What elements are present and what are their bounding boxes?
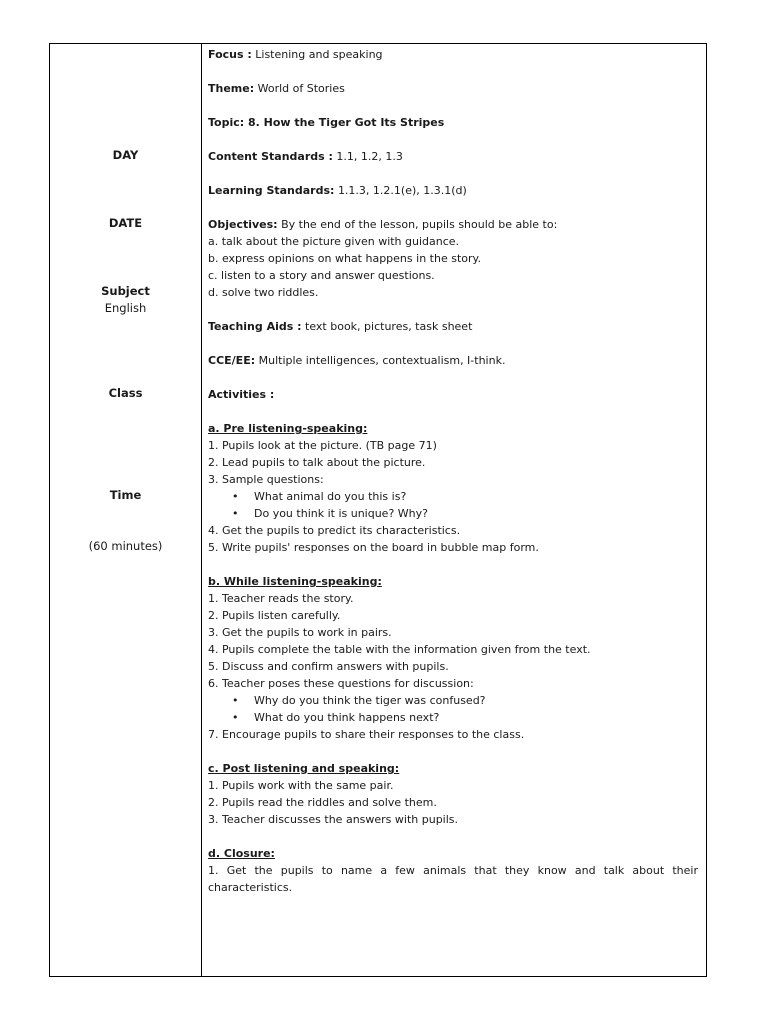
content-standards-line: Content Standards : 1.1, 1.2, 1.3 — [208, 150, 403, 163]
objective-item: b. express opinions on what happens in the story. — [208, 252, 481, 265]
learning-standards-line: Learning Standards: 1.1.3, 1.2.1(e), 1.3.1(d) — [208, 184, 467, 197]
class-label: Class — [108, 386, 143, 400]
topic-line: Topic: 8. How the Tiger Got Its Stripes — [208, 116, 445, 129]
closure-text: 1. Get the pupils to name a few animals that they know and talk about their characteristics. — [208, 864, 698, 894]
objectives-line: Objectives: By the end of the lesson, pupils should be able to: — [208, 218, 558, 231]
cce-line: CCE/EE: Multiple intelligences, contextualism, I-think. — [208, 354, 506, 367]
while-bullet: • Why do you think the tiger was confused? — [232, 694, 486, 707]
subject-value: English — [104, 301, 147, 315]
time-label: Time — [109, 488, 142, 502]
time-value: (60 minutes) — [88, 539, 163, 553]
date-label: DATE — [108, 216, 143, 230]
activities-heading: Activities : — [208, 388, 275, 401]
bullet-icon: • — [232, 507, 239, 520]
bullet-icon: • — [232, 711, 239, 724]
pre-listening-heading: a. Pre listening-speaking: — [208, 422, 368, 435]
objective-item: c. listen to a story and answer questions. — [208, 269, 435, 282]
pre-step: 2. Lead pupils to talk about the picture. — [208, 456, 426, 469]
while-listening-heading: b. While listening-speaking: — [208, 575, 382, 588]
theme-line: Theme: World of Stories — [208, 82, 345, 95]
right-column — [208, 46, 698, 896]
teaching-aids-line: Teaching Aids : text book, pictures, task sheet — [208, 320, 473, 333]
while-step: 7. Encourage pupils to share their responses to the class. — [208, 728, 525, 741]
while-step: 5. Discuss and confirm answers with pupils. — [208, 660, 449, 673]
subject-label: Subject — [101, 284, 150, 298]
closure-heading: d. Closure: — [208, 847, 275, 860]
pre-step: 3. Sample questions: — [208, 473, 324, 486]
post-step: 3. Teacher discusses the answers with pupils. — [208, 813, 459, 826]
focus-line: Focus : Listening and speaking — [208, 48, 383, 61]
objective-item: a. talk about the picture given with guidance. — [208, 235, 460, 248]
while-step: 2. Pupils listen carefully. — [208, 609, 341, 622]
post-step: 1. Pupils work with the same pair. — [208, 779, 394, 792]
pre-bullet: • What animal do you this is? — [232, 490, 407, 503]
while-step: 6. Teacher poses these questions for discussion: — [208, 677, 474, 690]
pre-step: 4. Get the pupils to predict its characteristics. — [208, 524, 461, 537]
while-step: 4. Pupils complete the table with the information given from the text. — [208, 643, 591, 656]
while-step: 1. Teacher reads the story. — [208, 592, 354, 605]
objective-item: d. solve two riddles. — [208, 286, 319, 299]
while-step: 3. Get the pupils to work in pairs. — [208, 626, 392, 639]
while-bullet: • What do you think happens next? — [232, 711, 440, 724]
left-column — [50, 44, 201, 976]
day-label: DAY — [112, 148, 139, 162]
post-listening-heading: c. Post listening and speaking: — [208, 762, 400, 775]
post-step: 2. Pupils read the riddles and solve them. — [208, 796, 437, 809]
bullet-icon: • — [232, 490, 239, 503]
pre-step: 5. Write pupils' responses on the board in bubble map form. — [208, 541, 539, 554]
pre-bullet: • Do you think it is unique? Why? — [232, 507, 428, 520]
pre-step: 1. Pupils look at the picture. (TB page 71) — [208, 439, 437, 452]
bullet-icon: • — [232, 694, 239, 707]
column-divider — [201, 44, 202, 976]
lesson-plan-table — [49, 43, 707, 977]
